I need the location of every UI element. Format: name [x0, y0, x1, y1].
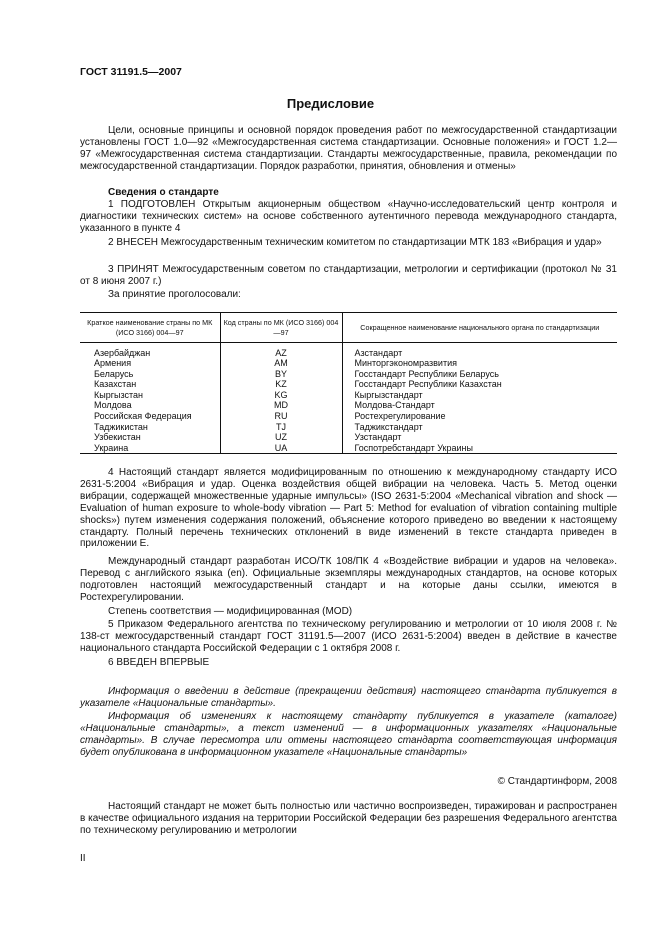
standards-body-cell: Молдова-Стандарт	[342, 400, 617, 411]
column-header-body: Сокращенное наименование национального органа по стандартизации	[342, 313, 617, 343]
country-cell: Армения	[94, 358, 132, 369]
country-code-cell: AZ	[220, 348, 342, 359]
country-cell: Узбекистан	[94, 432, 141, 443]
country-cell: Казахстан	[94, 379, 137, 390]
voted-label: За принятие проголосовали:	[108, 289, 241, 300]
paragraph-4: 4 Настоящий стандарт является модифицированным по отношению к международному стандарту ИСО 2631-5:2004 «Вибрация и удар. Оценка воздействия общей вибрации на человека. Часть 5. Метод оценки вибрации, содержащей множественные ударные импульсы» (ISO 2631-5:2004 «Mechanical vibration and shock — Evaluation of human exposure to whole-body vibration — Part 5: Method for evaluation of vibration containing multiple shocks») путем изменения содержания положений, объяснение которого приведено во введении к настоящему стандарту. Полный перечень технических отклонений в виде изменений в тексте стандарта приведен в приложении Е.	[80, 467, 617, 550]
table-row	[80, 411, 617, 422]
country-code-cell: MD	[220, 400, 342, 411]
country-code-cell: TJ	[220, 422, 342, 433]
paragraph-5: 5 Приказом Федерального агентства по техническому регулированию и метрологии от 10 июля 2008 г. № 138-ст межгосударственный стандарт ГОСТ 31191.5—2007 (ИСО 2631-5:2004) введен в действие в качестве национального стандарта Российской Федерации с 1 октября 2008 г.	[80, 619, 617, 654]
country-code-cell: UA	[220, 443, 342, 454]
paragraph-4-conformity: Степень соответствия — модифицированная (MOD)	[108, 606, 353, 617]
standards-body-cell: Кыргызстандарт	[342, 390, 617, 401]
paragraph-3: 3 ПРИНЯТ Межгосударственным советом по стандартизации, метрологии и сертификации (протокол № 31 от 8 июня 2007 г.)	[80, 264, 617, 287]
table-row	[80, 400, 617, 411]
table-row	[80, 379, 617, 390]
table-row	[80, 390, 617, 401]
country-cell: Таджикистан	[94, 421, 148, 432]
table-row	[80, 358, 617, 369]
country-code-cell: KZ	[220, 379, 342, 390]
country-code-cell: RU	[220, 411, 342, 422]
table-row	[80, 432, 617, 443]
standards-body-cell: Госстандарт Республики Казахстан	[342, 379, 617, 390]
standards-body-cell: Азстандарт	[342, 348, 617, 359]
page-number: II	[80, 853, 86, 864]
country-cell: Беларусь	[94, 368, 134, 379]
country-code-cell: UZ	[220, 432, 342, 443]
country-code-cell: AM	[220, 358, 342, 369]
standard-code-header: ГОСТ 31191.5—2007	[80, 66, 182, 78]
country-cell: Украина	[80, 443, 220, 454]
copyright-line: © Стандартинформ, 2008	[497, 776, 617, 787]
paragraph-1: 1 ПОДГОТОВЛЕН Открытым акционерным обществом «Научно-исследовательский центр контроля и диагностики технических систем» на основе собственного аутентичного перевода международного стандарта, указанного в пункте 4	[80, 199, 617, 234]
standards-body-cell: Минторгэкономразвития	[342, 358, 617, 369]
standards-body-cell: Ростехрегулирование	[342, 411, 617, 422]
table-row	[80, 422, 617, 433]
standards-body-cell: Таджикстандарт	[342, 422, 617, 433]
reproduction-notice: Настоящий стандарт не может быть полностью или частично воспроизведен, тиражирован и распространен в качестве официального издания на территории Российской Федерации без разрешения Федерального агентства по техническому регулированию и метрологии	[80, 801, 617, 836]
publication-note-1: Информация о введении в действие (прекращении действия) настоящего стандарта публикуется в указателе «Национальные стандарты».	[80, 686, 617, 709]
page-title: Предисловие	[286, 96, 375, 111]
column-header-code: Код страны по МК (ИСО 3166) 004—97	[220, 313, 342, 343]
table-row	[80, 443, 617, 454]
paragraph-6: 6 ВВЕДЕН ВПЕРВЫЕ	[108, 657, 210, 668]
voting-table	[80, 312, 617, 454]
country-cell: Азербайджан	[94, 347, 151, 358]
paragraph-4-international: Международный стандарт разработан ИСО/ТК 108/ПК 4 «Воздействие вибрации и ударов на человека». Перевод с английского языка (en). Официальные экземпляры международных стандартов, на основе которых подготовлен настоящий межгосударственный стандарт и на которые даны ссылки, имеются в Ростехрегулировании.	[80, 556, 617, 603]
standards-body-cell: Госпотребстандарт Украины	[342, 443, 617, 454]
column-header-country: Краткое наименование страны по МК (ИСО 3166) 004—97	[80, 313, 220, 343]
intro-paragraph: Цели, основные принципы и основной порядок проведения работ по межгосударственной стандартизации установлены ГОСТ 1.0—92 «Межгосударственная система стандартизации. Основные положения» и ГОСТ 1.2—97 «Межгосударственная система стандартизации. Стандарты межгосударственные, правила, рекомендации по межгосударственной стандартизации. Порядок разработки, принятия, обновления и отмены»	[80, 125, 617, 172]
publication-note-2: Информация об изменениях к настоящему стандарту публикуется в указателе (каталоге) «Национальные стандарты», а текст изменений — в информационных указателях «Национальные стандарты». В случае пересмотра или отмены настоящего стандарта соответствующая информация будет опубликована в информационном указателе «Национальные стандарты»	[80, 711, 617, 758]
standards-body-cell: Узстандарт	[342, 432, 617, 443]
table-row	[80, 369, 617, 380]
info-heading: Сведения о стандарте	[108, 187, 219, 198]
country-cell: Молдова	[94, 400, 132, 411]
country-cell: Российская Федерация	[94, 411, 192, 422]
standards-body-cell: Госстандарт Республики Беларусь	[342, 369, 617, 380]
table-row	[80, 348, 617, 359]
voting-table-body	[80, 343, 617, 454]
country-cell: Кыргызстан	[94, 389, 143, 400]
paragraph-2: 2 ВНЕСЕН Межгосударственным техническим комитетом по стандартизации МТК 183 «Вибрация и удар»	[108, 237, 602, 248]
country-code-cell: BY	[220, 369, 342, 380]
country-code-cell: KG	[220, 390, 342, 401]
